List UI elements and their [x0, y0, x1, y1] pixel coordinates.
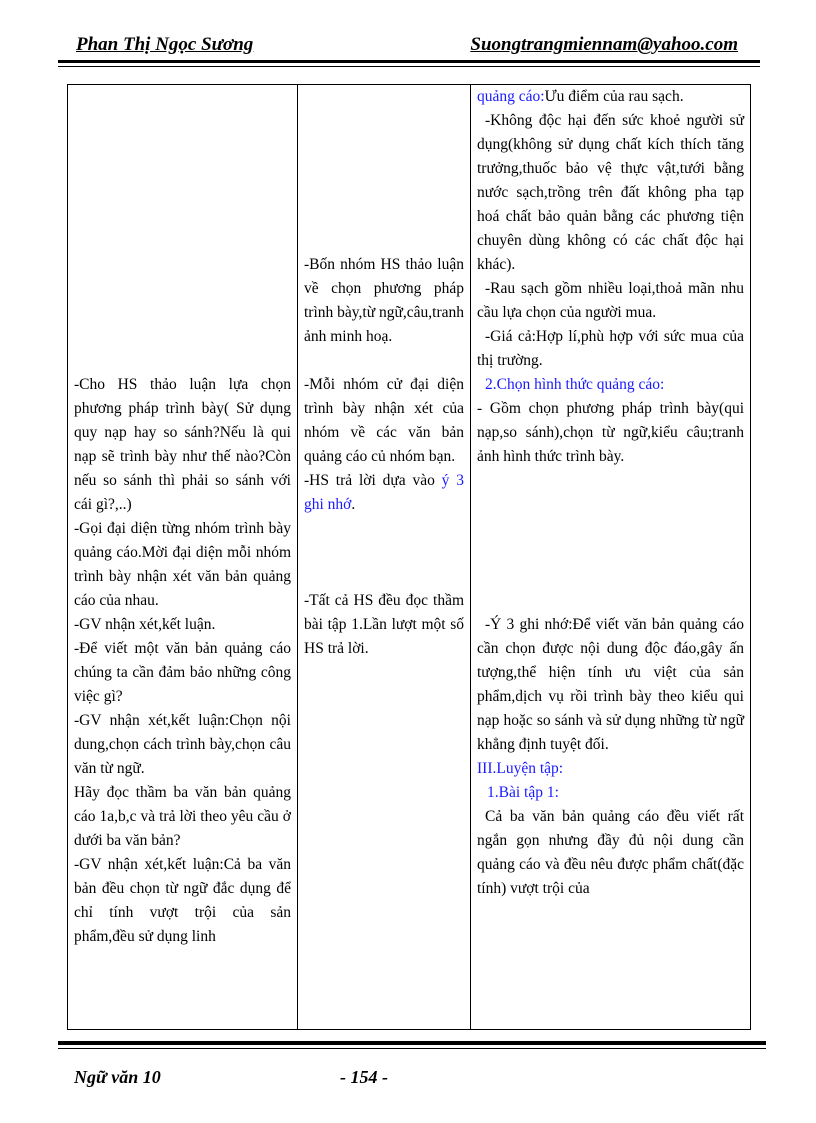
content-cell	[471, 85, 751, 1030]
section-heading: III.Luyện tập:	[477, 760, 564, 777]
page-header	[58, 34, 758, 60]
table-row	[68, 85, 751, 1030]
content-text: -Không độc hại đến sức khoẻ người sử dụng(không sử dụng chất kích thích tăng trưởng,thuốc bảo vệ thực vật,tưới bằng nước sạch,trồng trên đất không pha tạp hoá chất bảo quản bằng các phương tiện chuyên dùng không có các chất độc hại khác).	[477, 112, 744, 273]
teacher-text: -Cho HS thảo luận lựa chọn phương pháp trình bày( Sử dụng quy nạp hay so sánh?Nếu là qui nạp sẽ trình bày như thế nào?Còn nếu so sánh thì phải so sánh với cái gì?,..)	[74, 376, 291, 513]
student-text: -Tất cả HS đều đọc thầm bài tập 1.Lần lượt một số HS trả lời.	[304, 592, 464, 657]
teacher-text: Hãy đọc thầm ba văn bản quảng cáo 1a,b,c và trả lời theo yêu cầu ở dưới ba văn bản?	[74, 784, 291, 849]
content-text: -Ý 3 ghi nhớ:Để viết văn bản quảng cáo cần chọn được nội dung độc đáo,gây ấn tượng,thể hiện tính ưu việt của sản phẩm,dịch vụ rồi trình bày theo kiểu qui nạp hoặc so sánh và sử dụng những từ ngữ khẳng định tuyệt đối.	[477, 616, 744, 753]
content-text: quảng cáo:Ưu điểm của rau sạch.	[477, 88, 684, 105]
exercise-heading: 1.Bài tập 1:	[487, 784, 559, 801]
footer-rule	[58, 1041, 766, 1045]
teacher-activity-cell	[68, 85, 298, 1030]
content-text: -Rau sạch gồm nhiều loại,thoả mãn nhu cầu lựa chọn của người mua.	[477, 280, 744, 321]
author-email: Suongtrangmiennam@yahoo.com	[470, 34, 738, 55]
student-text: -HS trả lời dựa vào ý 3 ghi nhớ.	[304, 472, 464, 513]
section-heading: 2.Chọn hình thức quảng cáo:	[485, 376, 665, 393]
teacher-text: -GV nhận xét,kết luận:Cả ba văn bản đều chọn từ ngữ đắc dụng để chỉ tính vượt trội của sản phẩm,đều sử dụng linh	[74, 856, 291, 945]
footer-rule-thin	[58, 1048, 766, 1049]
student-activity-cell	[298, 85, 471, 1030]
lesson-table	[67, 84, 751, 1030]
subject-name: Ngữ văn 10	[74, 1067, 161, 1087]
content-text: Cả ba văn bản quảng cáo đều viết rất ngắn gọn nhưng đầy đủ nội dung cần quảng cáo và đều nêu được phẩm chất(đặc tính) vượt trội của	[477, 808, 744, 897]
author-name: Phan Thị Ngọc Sương	[76, 34, 254, 55]
teacher-text: -Để viết một văn bản quảng cáo chúng ta cần đảm bảo những công việc gì?	[74, 640, 291, 705]
teacher-text: -Gọi đại diện từng nhóm trình bày quảng cáo.Mời đại diện mỗi nhóm trình bày nhận xét văn bản quảng cáo của nhau.	[74, 520, 291, 609]
student-text: -Mỗi nhóm cử đại diện trình bày nhận xét của nhóm về các văn bản quảng cáo củ nhóm bạn.	[304, 376, 464, 465]
header-rule-thin	[58, 66, 760, 67]
content-text: - Gồm chọn phương pháp trình bày(qui nạp,so sánh),chọn từ ngữ,kiểu câu;tranh ảnh hình thức trình bày.	[477, 400, 744, 465]
header-rule	[58, 60, 760, 63]
content-text: -Giá cả:Hợp lí,phù hợp với sức mua của thị trường.	[477, 328, 744, 369]
teacher-text: -GV nhận xét,kết luận:Chọn nội dung,chọn cách trình bày,chọn câu văn từ ngữ.	[74, 712, 291, 777]
student-text: -Bốn nhóm HS thảo luận về chọn phương pháp trình bày,từ ngữ,câu,tranh ảnh minh hoạ.	[304, 256, 464, 345]
page-number: - 154 -	[340, 1067, 388, 1087]
teacher-text: -GV nhận xét,kết luận.	[74, 616, 216, 633]
